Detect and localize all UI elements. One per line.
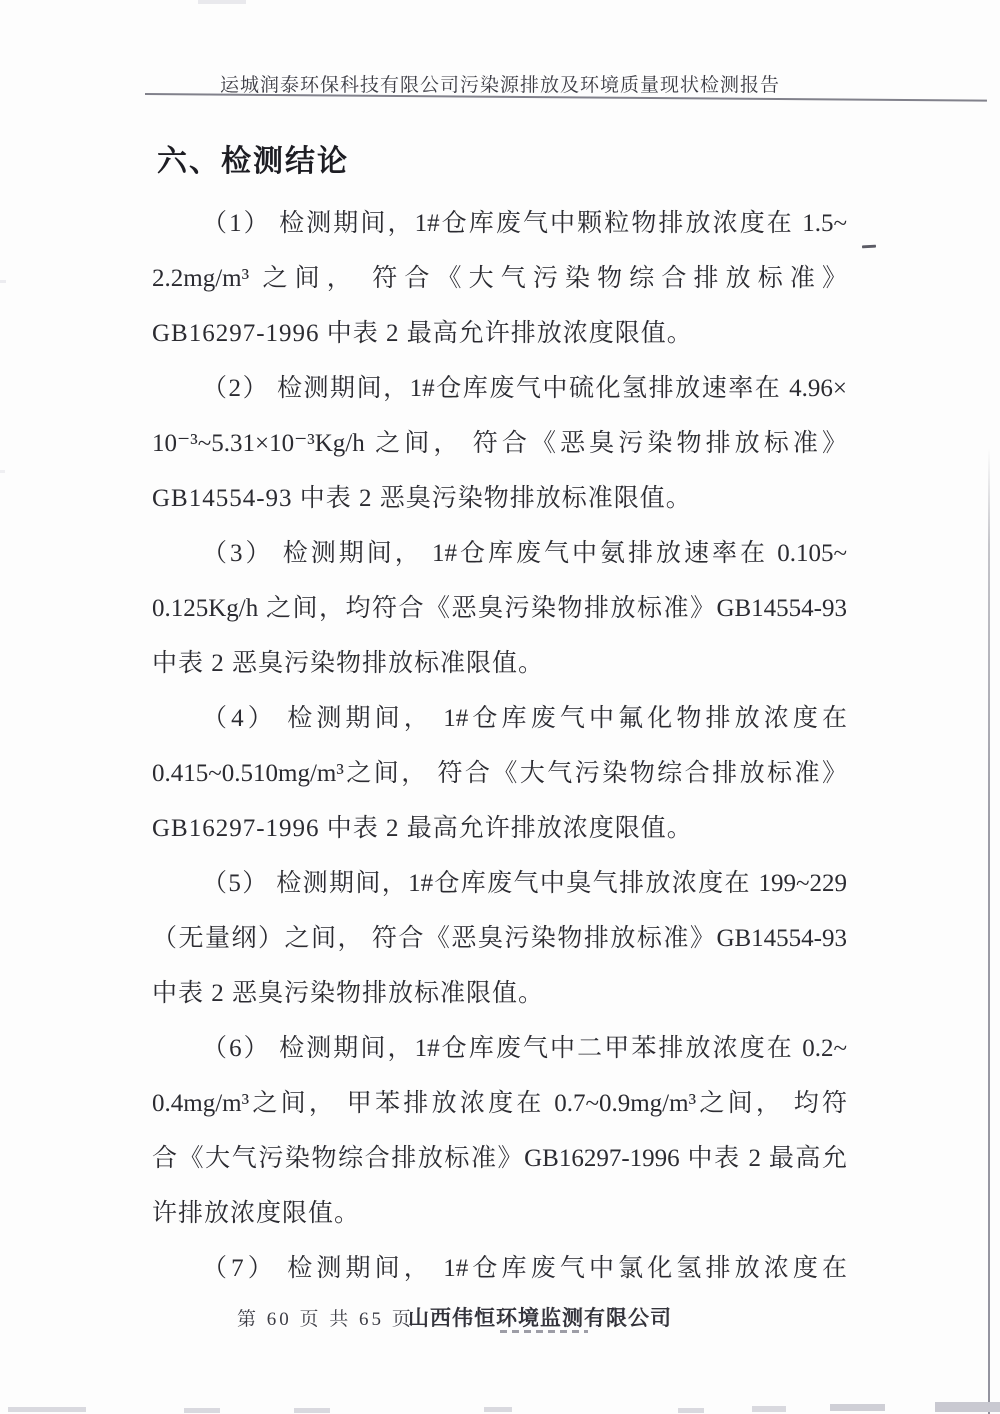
paragraph-line: 0.4mg/m³之间， 甲苯排放浓度在 0.7~0.9mg/m³之间， 均符 xyxy=(152,1090,847,1117)
page-header-title: 运城润泰环保科技有限公司污染源排放及环境质量现状检测报告 xyxy=(219,75,780,96)
paragraph-line: 2.2mg/m³ 之间， 符合《大气污染物综合排放标准》 xyxy=(152,265,847,292)
paragraph-3 xyxy=(152,526,847,691)
paragraph-line: 0.415~0.510mg/m³之间， 符合《大气污染物综合排放标准》 xyxy=(152,760,847,787)
paragraph-line: （7） 检测期间， 1#仓库废气中氯化氢排放浓度在 xyxy=(202,1255,847,1282)
paragraph-line: （6） 检测期间，1#仓库废气中二甲苯排放浓度在 0.2~ xyxy=(202,1035,847,1062)
page-number: 第 60 页 共 65 页 xyxy=(237,1309,414,1330)
scan-smudge-bottom xyxy=(752,1406,786,1412)
scan-smudge-bottom xyxy=(935,1402,1000,1412)
paragraph-line: 许排放浓度限值。 xyxy=(152,1200,361,1227)
scan-smudge-bottom xyxy=(830,1404,885,1411)
paragraph-7 xyxy=(152,1241,847,1296)
pen-dash-mark xyxy=(862,245,876,249)
paragraph-4 xyxy=(152,691,847,856)
paragraph-line: 中表 2 恶臭污染物排放标准限值。 xyxy=(152,650,545,677)
paragraph-line: （2） 检测期间，1#仓库废气中硫化氢排放速率在 4.96× xyxy=(202,375,847,402)
paragraph-line: GB16297-1996 中表 2 最高允许排放浓度限值。 xyxy=(152,815,693,842)
scan-smudge-bottom xyxy=(678,1408,704,1413)
scan-smudge-bottom xyxy=(184,1408,220,1413)
scan-speck xyxy=(0,470,5,473)
paragraph-2 xyxy=(152,361,847,526)
footer-company-name: 山西伟恒环境监测有限公司 xyxy=(408,1306,672,1330)
paragraph-line: GB16297-1996 中表 2 最高允许排放浓度限值。 xyxy=(152,320,693,347)
paragraph-line: （1） 检测期间，1#仓库废气中颗粒物排放浓度在 1.5~ xyxy=(202,210,847,237)
paragraph-line: 中表 2 恶臭污染物排放标准限值。 xyxy=(152,980,545,1007)
paragraph-line: （5） 检测期间，1#仓库废气中臭气排放浓度在 199~229 xyxy=(202,870,847,897)
paragraph-line: 合《大气污染物综合排放标准》GB16297-1996 中表 2 最高允 xyxy=(152,1145,847,1172)
paragraph-line: 10⁻³~5.31×10⁻³Kg/h 之间， 符合《恶臭污染物排放标准》 xyxy=(152,430,847,457)
paragraph-line: GB14554-93 中表 2 恶臭污染物排放标准限值。 xyxy=(152,485,692,512)
scan-smudge-top xyxy=(198,0,246,4)
scan-speck xyxy=(0,280,6,283)
paragraph-6 xyxy=(152,1021,847,1241)
scan-smudge-bottom xyxy=(294,1408,330,1413)
paragraph-line: （3） 检测期间， 1#仓库废气中氨排放速率在 0.105~ xyxy=(202,540,847,567)
scan-smudge-bottom xyxy=(484,1407,512,1412)
paragraph-1 xyxy=(152,196,847,361)
paragraph-5 xyxy=(152,856,847,1021)
paragraph-line: 0.125Kg/h 之间，均符合《恶臭污染物排放标准》GB14554-93 xyxy=(152,595,847,622)
document-body xyxy=(152,196,847,1296)
paragraph-line: （4） 检测期间， 1#仓库废气中氟化物排放浓度在 xyxy=(202,705,847,732)
scan-page-edge-line xyxy=(988,448,990,1414)
page-footer xyxy=(0,1302,1000,1332)
scan-smudge-bottom xyxy=(8,1407,86,1412)
paragraph-line: （无量纲）之间， 符合《恶臭污染物排放标准》GB14554-93 xyxy=(152,925,847,952)
section-title: 六、检测结论 xyxy=(157,145,349,178)
